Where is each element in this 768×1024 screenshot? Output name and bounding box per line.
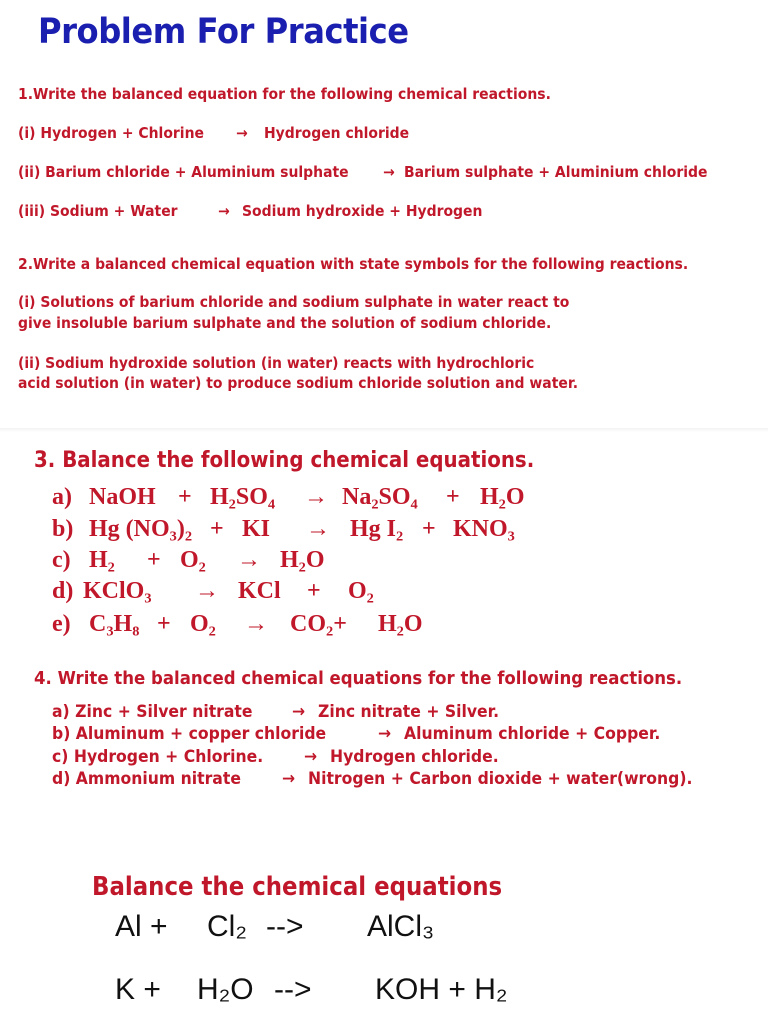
section4-item-b-right: Aluminum chloride + Copper. (404, 724, 661, 744)
reactant-2: Cl₂ (207, 910, 247, 943)
section4-item-a-arrow: → (292, 702, 306, 722)
plus-sign: + (157, 611, 171, 637)
product-2: H₂O (378, 611, 423, 637)
product-1: Na₂SO₄ (342, 484, 418, 510)
section4-heading: 4. Write the balanced chemical equations for the following reactions. (34, 668, 683, 689)
section4-item-d-right: Nitrogen + Carbon dioxide + water(wrong). (308, 769, 693, 789)
plus-sign: + (422, 516, 436, 542)
section2-heading: 2.Write a balanced chemical equation with state symbols for the following reactions. (18, 255, 689, 273)
section1-item-2-label: (ii) Barium chloride + Aluminium sulphate (18, 163, 349, 181)
arrow-icon: → (304, 484, 328, 510)
plus-sign: + (210, 516, 224, 542)
section1-item-3-label: (iii) Sodium + Water (18, 202, 178, 220)
section1-heading: 1.Write the balanced equation for the following chemical reactions. (18, 85, 551, 103)
arrow-icon: → (237, 547, 261, 573)
equation-letter: b) (52, 516, 74, 542)
reactant-1: C₃H₈ (89, 611, 140, 637)
section2-item-2-line2: acid solution (in water) to produce sodium chloride solution and water. (18, 374, 579, 392)
reactant-1: NaOH (89, 484, 156, 510)
section4-item-a-right: Zinc nitrate + Silver. (318, 702, 500, 722)
section5-heading: Balance the chemical equations (92, 872, 503, 902)
section2-item-2-line1: (ii) Sodium hydroxide solution (in water) reacts with hydrochloric (18, 354, 535, 372)
section4-item-b-arrow: → (378, 724, 392, 744)
section4-item-c-arrow: → (304, 747, 318, 767)
section4-item-c-left: c) Hydrogen + Chlorine. (52, 747, 264, 767)
product-1: H₂O (280, 547, 325, 573)
section1-item-1-product: Hydrogen chloride (264, 124, 410, 142)
arrow-icon: → (244, 611, 268, 637)
section1-item-2-arrow: → (383, 163, 395, 181)
product-1: KCl (238, 578, 281, 604)
reactant-1: Hg (NO₃)₂ (89, 516, 193, 542)
reactant-1: K + (115, 973, 161, 1006)
section2-item-1-line2: give insoluble barium sulphate and the solution of sodium chloride. (18, 314, 552, 332)
equation-letter: d) (52, 578, 74, 604)
reactant-1: KClO₃ (83, 578, 152, 604)
section4-item-a-left: a) Zinc + Silver nitrate (52, 702, 253, 722)
reactant-2: O₂ (180, 547, 206, 573)
section1-item-3-product: Sodium hydroxide + Hydrogen (242, 202, 483, 220)
reactant-2: H₂O (197, 973, 254, 1006)
equation-letter: e) (52, 611, 71, 637)
section1-item-3-arrow: → (218, 202, 230, 220)
product-2: O₂ (348, 578, 374, 604)
section4-item-b-left: b) Aluminum + copper chloride (52, 724, 327, 744)
plus-sign: + (446, 484, 460, 510)
product-1: CO₂+ (290, 611, 347, 637)
section1-item-1-arrow: → (236, 124, 248, 142)
section4-item-d-left: d) Ammonium nitrate (52, 769, 241, 789)
section4-item-d-arrow: → (282, 769, 296, 789)
section3-heading: 3. Balance the following chemical equations. (34, 448, 535, 473)
product-2: H₂O (480, 484, 525, 510)
plus-sign: + (178, 484, 192, 510)
product: AlCl₃ (367, 910, 435, 943)
section2-item-1-line1: (i) Solutions of barium chloride and sodium sulphate in water react to (18, 293, 570, 311)
reactant-1: Al + (115, 910, 168, 943)
plus-sign: + (147, 547, 161, 573)
section4-item-c-right: Hydrogen chloride. (330, 747, 499, 767)
product: KOH + H₂ (375, 973, 508, 1006)
product-1: Hg I₂ (350, 516, 404, 542)
equation-letter: a) (52, 484, 72, 510)
equation-letter: c) (52, 547, 71, 573)
arrow-icon: --> (266, 910, 304, 943)
arrow-icon: --> (274, 973, 312, 1006)
reactant-2: O₂ (190, 611, 216, 637)
section-divider (0, 428, 768, 432)
reactant-2: H₂SO₄ (210, 484, 276, 510)
reactant-2: KI (242, 516, 271, 542)
arrow-icon: → (306, 516, 330, 542)
section1-item-2-product: Barium sulphate + Aluminium chloride (404, 163, 708, 181)
section1-item-1-label: (i) Hydrogen + Chlorine (18, 124, 204, 142)
plus-sign: + (307, 578, 321, 604)
product-2: KNO₃ (453, 516, 515, 542)
reactant-1: H₂ (89, 547, 115, 573)
arrow-icon: → (195, 578, 219, 604)
page-title: Problem For Practice (38, 12, 409, 52)
